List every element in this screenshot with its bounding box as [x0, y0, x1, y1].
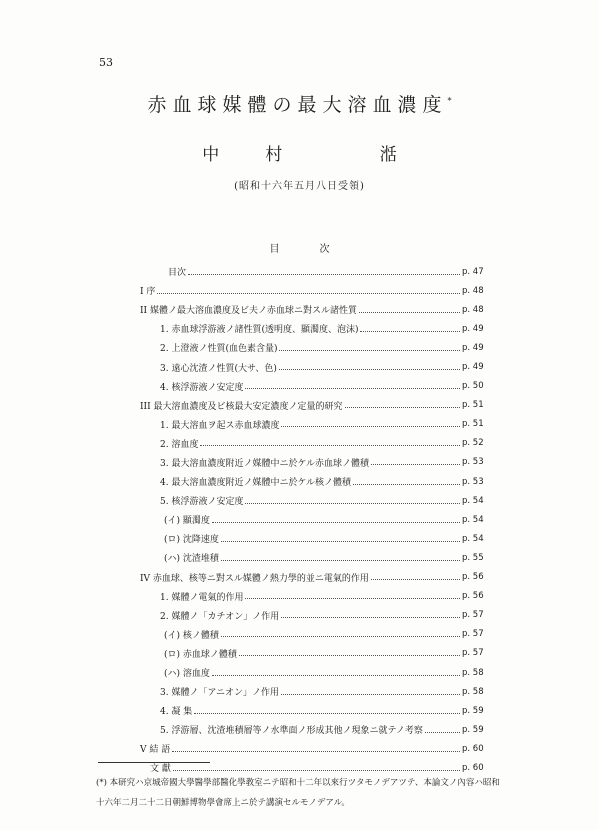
page-number: 53 [99, 56, 113, 69]
toc-entry-label: (イ) 核ノ體積 [164, 630, 219, 641]
toc-entry-page: p. 58 [462, 667, 484, 678]
toc-entry-label: V 結 語 [140, 745, 171, 756]
toc-entry-page: p. 56 [462, 572, 484, 583]
toc-entry-label: 2. 溶血度 [160, 439, 199, 450]
toc-entry-page: p. 47 [462, 266, 484, 277]
toc-entry-label: 4. 凝 集 [160, 707, 193, 718]
toc-leader-dots [212, 521, 460, 523]
toc-leader-dots [353, 483, 460, 485]
toc-entry [140, 338, 496, 357]
toc-leader-dots [281, 425, 460, 427]
footnote-divider [98, 762, 210, 763]
toc-leader-dots [212, 674, 460, 676]
toc-entry-label: 2. 上澄液ノ性質(血色素含量) [160, 344, 278, 355]
toc-entry-label: II 媒體ノ最大溶血濃度及ビ夫ノ赤血球ニ對スル諸性質 [140, 306, 357, 317]
toc-entry-label: IV 赤血球、核等ニ對スル媒體ノ熱力學的並ニ電氣的作用 [140, 573, 369, 584]
toc-entry-page: p. 49 [462, 323, 484, 334]
toc-entry [140, 510, 496, 529]
toc-entry [140, 548, 496, 567]
author-name: 中村 湉 [202, 145, 443, 165]
toc-entry-label: 4. 核浮游液ノ安定度 [160, 382, 244, 393]
toc-entry-label: 5. 浮游層、沈渣堆積層等ノ水準面ノ形成其他ノ現象ニ就テノ考察 [160, 726, 423, 737]
toc-entry [140, 625, 496, 644]
toc-leader-dots [157, 292, 460, 294]
toc-entry [140, 415, 496, 434]
table-of-contents [140, 262, 496, 778]
toc-entry [140, 701, 496, 720]
toc-leader-dots [173, 769, 460, 771]
toc-entry [140, 281, 496, 300]
title-text: 赤血球媒體の最大溶血濃度 [147, 94, 448, 116]
toc-leader-dots [245, 502, 460, 504]
toc-leader-dots [172, 750, 460, 752]
toc-entry-label: (ハ) 沈渣堆積 [164, 554, 219, 565]
article-title [0, 90, 599, 117]
toc-entry-label: 1. 媒體ノ電氣的作用 [160, 592, 244, 603]
toc-leader-dots [245, 387, 460, 389]
toc-entry-page: p. 59 [462, 705, 484, 716]
toc-entry-page: p. 57 [462, 610, 484, 621]
toc-leader-dots [221, 540, 460, 542]
toc-entry-page: p. 60 [462, 743, 484, 754]
toc-leader-dots [194, 712, 460, 714]
toc-entry [140, 319, 496, 338]
title-footnote-mark: * [447, 96, 452, 106]
toc-entry-label: 5. 核浮游液ノ安定度 [160, 497, 244, 508]
toc-entry-page: p. 57 [462, 648, 484, 659]
toc-entry-page: p. 54 [462, 495, 484, 506]
toc-entry [140, 262, 496, 281]
toc-entry-page: p. 52 [462, 438, 484, 449]
toc-entry [140, 587, 496, 606]
toc-entry-page: p. 53 [462, 457, 484, 468]
toc-entry-label: 文 獻 [150, 764, 171, 775]
toc-entry [140, 472, 496, 491]
toc-entry-label: 2. 媒體ノ「カチオン」ノ作用 [160, 611, 280, 622]
toc-entry-page: p. 48 [462, 285, 484, 296]
toc-heading: 目次 [269, 244, 370, 255]
footnote-line-2: 十六年二月二十二日朝鮮博物學會席上ニ於テ講演セルモノデアル。 [96, 798, 350, 808]
footnote [96, 773, 526, 813]
toc-entry [140, 720, 496, 739]
toc-entry-page: p. 55 [462, 552, 484, 563]
toc-entry-label: I 序 [140, 287, 156, 298]
toc-entry [140, 663, 496, 682]
toc-entry [140, 357, 496, 376]
toc-leader-dots [200, 444, 460, 446]
toc-entry-page: p. 51 [462, 400, 484, 411]
toc-entry-label: 1. 赤血球浮游液ノ諸性質(透明度、顯濁度、泡沫) [160, 325, 359, 336]
toc-leader-dots [221, 635, 460, 637]
toc-entry [140, 491, 496, 510]
toc-entry [140, 644, 496, 663]
toc-entry [140, 300, 496, 319]
toc-leader-dots [239, 654, 460, 656]
toc-entry-label: 1. 最大溶血ヲ起ス赤血球濃度 [160, 420, 280, 431]
toc-entry [140, 606, 496, 625]
toc-entry-label: 3. 媒體ノ「アニオン」ノ作用 [160, 688, 279, 699]
toc-leader-dots [221, 559, 460, 561]
toc-entry [140, 739, 496, 758]
toc-leader-dots [359, 311, 460, 313]
toc-leader-dots [245, 597, 460, 599]
toc-entry-page: p. 49 [462, 362, 484, 373]
toc-entry-page: p. 60 [462, 762, 484, 773]
toc-entry-page: p. 50 [462, 381, 484, 392]
toc-leader-dots [371, 463, 460, 465]
toc-entry-label: 目次 [168, 268, 187, 279]
toc-entry [140, 434, 496, 453]
toc-entry-label: (ハ) 溶血度 [164, 669, 210, 680]
toc-entry-page: p. 51 [462, 419, 484, 430]
toc-entry-page: p. 54 [462, 514, 484, 525]
toc-entry-page: p. 53 [462, 476, 484, 487]
toc-entry-page: p. 49 [462, 342, 484, 353]
toc-leader-dots [425, 731, 460, 733]
received-date: (昭和十六年五月八日受領) [234, 181, 365, 192]
toc-entry-page: p. 59 [462, 724, 484, 735]
toc-leader-dots [279, 368, 460, 370]
toc-entry-page: p. 54 [462, 533, 484, 544]
toc-entry-label: (イ) 顯濁度 [164, 516, 210, 527]
toc-entry [140, 568, 496, 587]
toc-leader-dots [279, 349, 460, 351]
toc-entry [140, 453, 496, 472]
toc-entry-page: p. 58 [462, 686, 484, 697]
toc-entry-label: III 最大溶血濃度及ビ核最大安定濃度ノ定量的研究 [140, 401, 343, 412]
toc-leader-dots [371, 578, 460, 580]
toc-entry-label: 3. 遠心沈渣ノ性質(大サ、色) [160, 363, 277, 374]
toc-leader-dots [281, 616, 460, 618]
toc-entry-label: 4. 最大溶血濃度附近ノ媒體中ニ於ケル核ノ體積 [160, 478, 351, 489]
toc-entry [140, 377, 496, 396]
toc-entry [140, 682, 496, 701]
toc-entry-page: p. 57 [462, 629, 484, 640]
toc-entry-label: (ロ) 赤血球ノ體積 [164, 649, 237, 660]
toc-leader-dots [360, 330, 460, 332]
toc-entry-label: (ロ) 沈降速度 [164, 535, 219, 546]
footnote-line-1: (*) 本研究ハ京城帝國大學醫學部醫化學教室ニテ昭和十二年以來行ツタモノデアツテ、本論文ノ內容ハ昭和 [96, 778, 500, 788]
toc-entry [140, 396, 496, 415]
toc-entry-page: p. 48 [462, 304, 484, 315]
toc-leader-dots [188, 273, 460, 275]
toc-leader-dots [281, 693, 460, 695]
toc-entry [140, 529, 496, 548]
toc-entry-page: p. 56 [462, 591, 484, 602]
toc-leader-dots [345, 406, 460, 408]
toc-entry-label: 3. 最大溶血濃度附近ノ媒體中ニ於ケル赤血球ノ體積 [160, 458, 369, 469]
